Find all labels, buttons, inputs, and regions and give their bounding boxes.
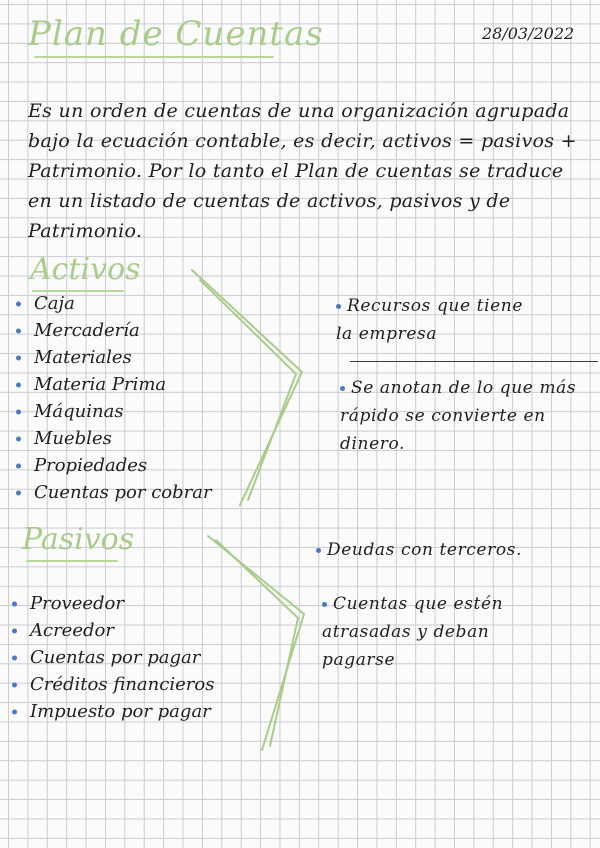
- date: 28/03/2022: [482, 24, 575, 43]
- pasivos-heading: Pasivos: [22, 522, 135, 557]
- pasivos-brace-outer: [208, 536, 304, 750]
- list-item: Caja: [16, 290, 212, 317]
- list-item: Mercadería: [16, 317, 212, 344]
- list-item: Materia Prima: [16, 371, 212, 398]
- activos-note-2: Se anotan de lo que más rápido se convierte en dinero.: [340, 378, 577, 454]
- list-item: Impuesto por pagar: [12, 698, 214, 725]
- list-item: Muebles: [16, 425, 212, 452]
- pasivos-note-2: Cuentas que estén atrasadas y deban pagarse: [322, 594, 504, 670]
- activos-heading: Activos: [30, 252, 141, 287]
- intro-paragraph: Es un orden de cuentas de una organización agrupada bajo la ecuación contable, es decir, activos = pasivos + Patrimonio. Por lo tanto el Plan de cuentas se traduce en un listado de cuentas de activos, pasivos y de Patrimonio.: [28, 100, 577, 242]
- list-item: Cuentas por pagar: [12, 644, 214, 671]
- list-item: Máquinas: [16, 398, 212, 425]
- list-item: Materiales: [16, 344, 212, 371]
- list-item: Proveedor: [12, 590, 214, 617]
- list-item: Propiedades: [16, 452, 212, 479]
- activos-brace-outer: [192, 270, 302, 505]
- page-title: Plan de Cuentas: [28, 14, 324, 54]
- list-item: Créditos financieros: [12, 671, 214, 698]
- activos-note-1: Recursos que tiene la empresa: [336, 296, 523, 344]
- list-item: Acreedor: [12, 617, 214, 644]
- pasivos-brace-inner: [216, 540, 298, 746]
- activos-brace-inner: [200, 280, 296, 500]
- list-item: Cuentas por cobrar: [16, 479, 212, 506]
- pasivos-note-1: Deudas con terceros.: [316, 536, 576, 564]
